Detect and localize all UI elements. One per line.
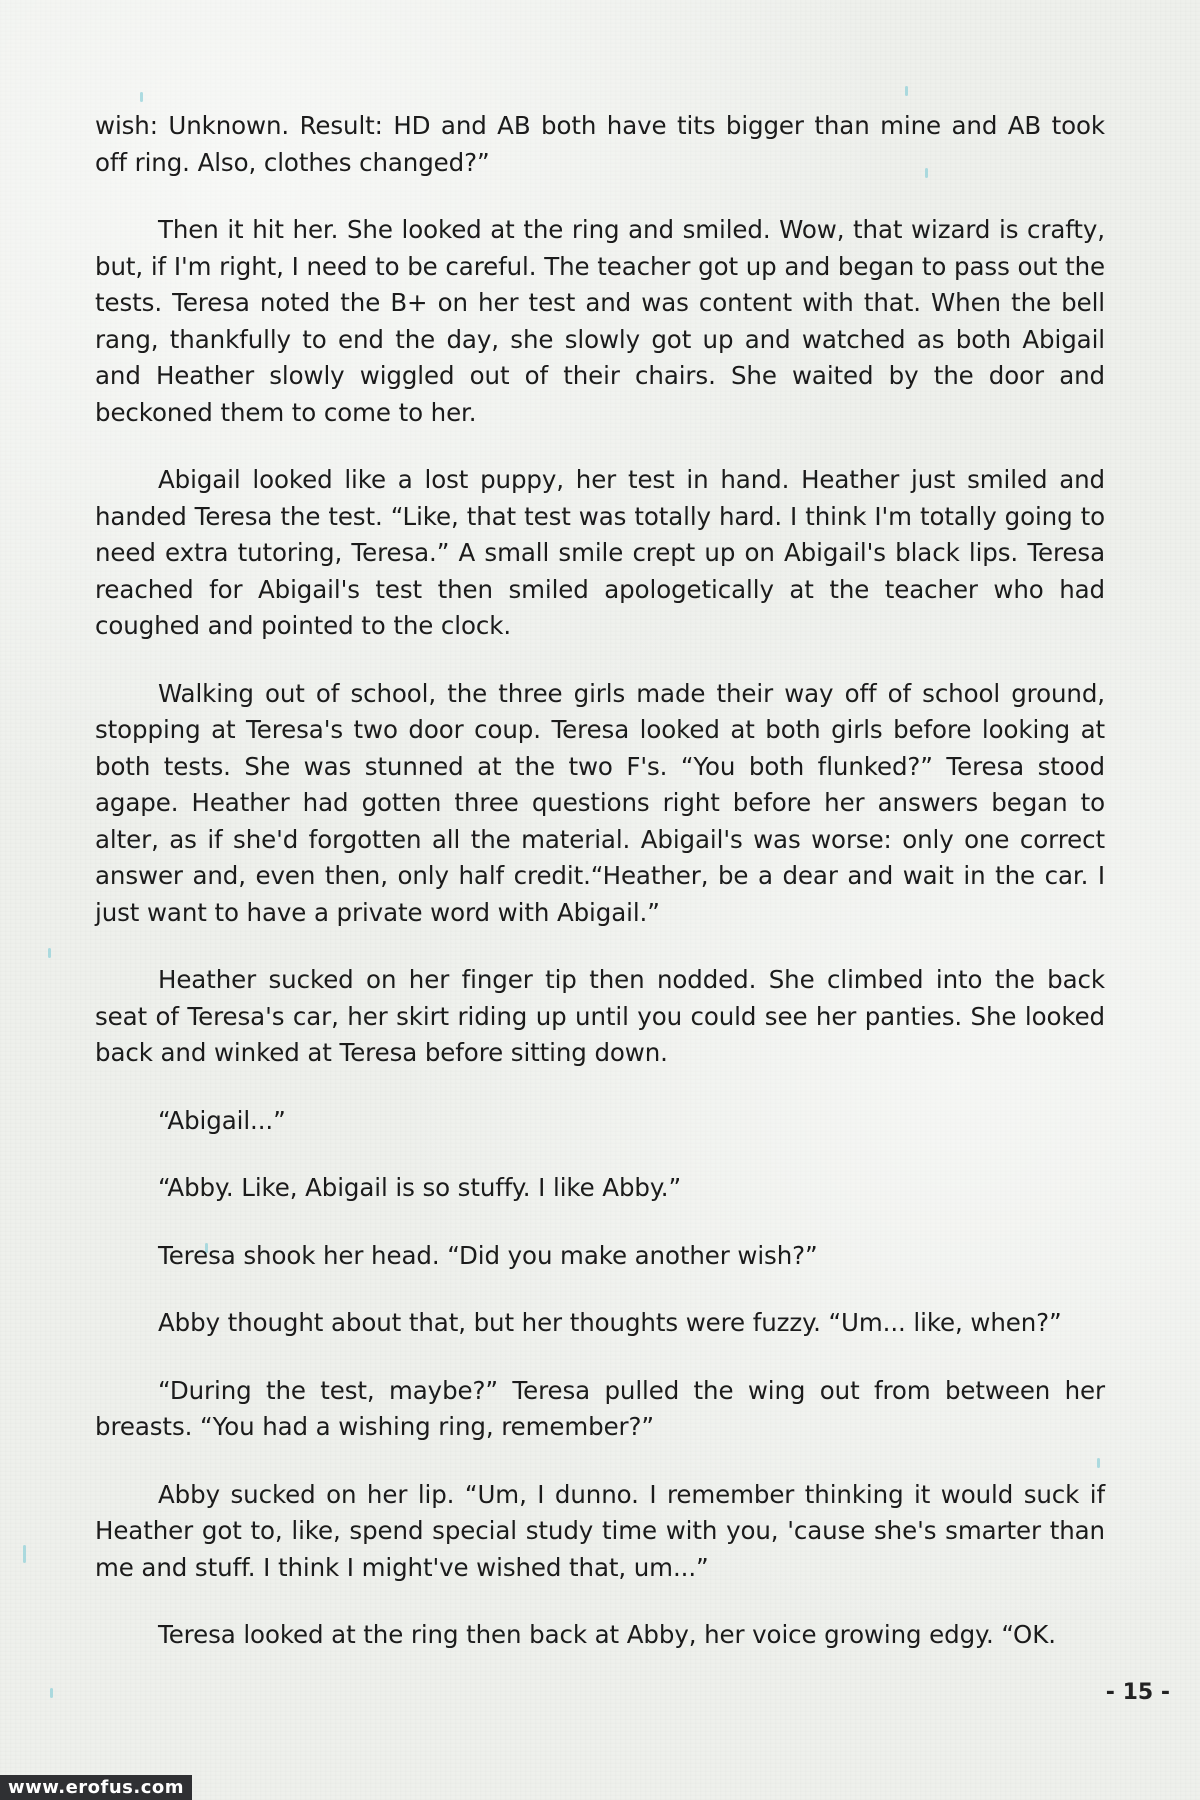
page-number: - 15 - — [1105, 1680, 1170, 1705]
paragraph: Heather sucked on her finger tip then nodded. She climbed into the back seat of Teresa's car, her skirt riding up until you could see her panties. She looked back and winked at Teresa before sitting down. — [95, 965, 1105, 1067]
paragraph: “Abigail...” — [158, 1105, 286, 1135]
paragraph: wish: Unknown. Result: HD and AB both have tits bigger than mine and AB took off ring. Also, clothes changed?” — [95, 111, 1105, 177]
paper-speck — [50, 1688, 53, 1698]
paragraph: Walking out of school, the three girls made their way off of school ground, stopping at Teresa's two door coup. Teresa looked at both girls before looking at both tests. She was stunned at the two F's. “You both flunked?” Teresa stood agape. Heather had gotten three questions right before her answers began to alter, as if she'd forgotten all the material. Abigail's was worse: only one correct answer and, even then, only half credit.“Heather, be a dear and wait in the car. I just want to have a private word with Abigail.” — [95, 678, 1105, 927]
story-text — [95, 108, 1105, 1685]
paragraph: Abby sucked on her lip. “Um, I dunno. I remember thinking it would suck if Heather got to, like, spend special study time with you, 'cause she's smarter than me and stuff. I think I might've wished that, um...” — [95, 1479, 1105, 1582]
paragraph: “During the test, maybe?” Teresa pulled the wing out from between her breasts. “You had a wishing ring, remember?” — [95, 1375, 1105, 1441]
paragraph: Then it hit her. She looked at the ring and smiled. Wow, that wizard is crafty, but, if I'm right, I need to be careful. The teacher got up and began to pass out the tests. Teresa noted the B+ on her test and was content with that. When the bell rang, thankfully to end the day, she slowly got up and watched as both Abigail and Heather slowly wiggled out of their chairs. She waited by the door and beckoned them to come to her. — [95, 215, 1105, 427]
paragraph: Abby thought about that, but her thoughts were fuzzy. “Um... like, when?” — [158, 1308, 1062, 1337]
paragraph: Abigail looked like a lost puppy, her test in hand. Heather just smiled and handed Teresa the test. “Like, that test was totally hard. I think I'm totally going to need extra tutoring, Teresa.” A small smile crept up on Abigail's black lips. Teresa reached for Abigail's test then smiled apologetically at the teacher who had coughed and pointed to the clock. — [95, 465, 1105, 640]
paper-speck — [905, 86, 908, 96]
paragraph: “Abby. Like, Abigail is so stuffy. I like Abby.” — [158, 1173, 682, 1202]
paper-speck — [140, 92, 143, 102]
paper-speck — [48, 948, 51, 958]
site-watermark: www.erofus.com — [0, 1775, 192, 1800]
paragraph: Teresa shook her head. “Did you make another wish?” — [158, 1240, 818, 1270]
paragraph: Teresa looked at the ring then back at Abby, her voice growing edgy. “OK. — [158, 1620, 1056, 1649]
paper-speck — [23, 1545, 26, 1563]
